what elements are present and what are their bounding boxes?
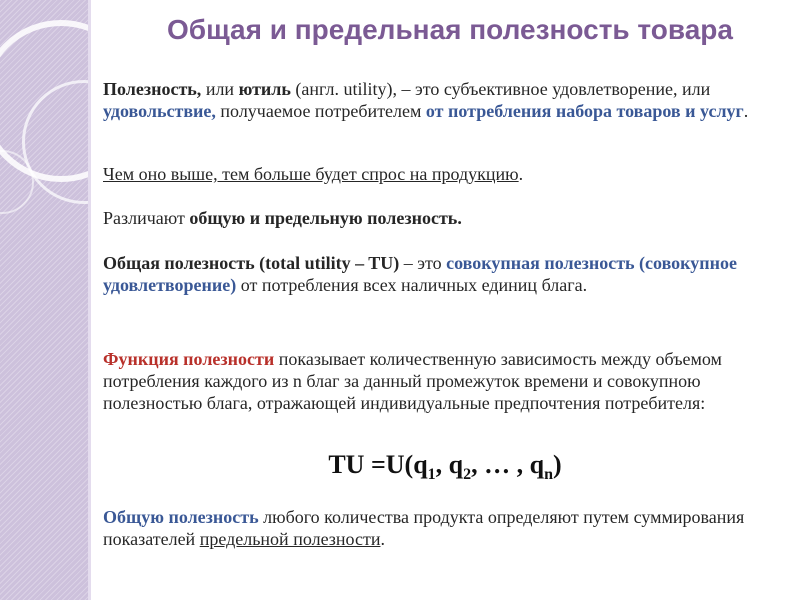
utility-formula: [100, 450, 790, 484]
term-total-marginal: общую и предельную полезность.: [189, 208, 462, 228]
text-span: от потребления всех наличных единиц блага.: [236, 275, 588, 295]
strip-divider: [88, 0, 91, 600]
formula-subscript: 2: [463, 466, 472, 484]
term-total-utility-acc: Общую полезность: [103, 507, 259, 527]
text-span: (англ. utility), – это субъективное удовлетворение, или: [290, 79, 711, 99]
slide-title: Общая и предельная полезность товара: [167, 14, 733, 45]
demand-paragraph: [103, 163, 793, 185]
term-total-utility: Общая полезность (total utility – TU): [103, 253, 400, 273]
demand-statement: Чем оно выше, тем больше будет спрос на продукцию: [103, 164, 519, 184]
term-aggregate-utility: совокупная полезность (совокупное удовлетворение): [103, 253, 738, 295]
utility-definition-paragraph: [103, 78, 793, 122]
formula-subscript: 1: [427, 466, 436, 484]
term-pleasure: удовольствие,: [103, 101, 216, 121]
formula-part: TU =U(q: [328, 450, 428, 479]
decorative-side-strip: [0, 0, 88, 600]
text-span: Различают: [103, 208, 190, 228]
text-span: любого количества продукта определяют путем суммирования показателей: [103, 507, 745, 549]
formula-subscript: n: [544, 466, 553, 484]
term-utility-function: Функция полезности: [103, 349, 275, 369]
text-span: или: [201, 79, 239, 99]
text-span: – это: [399, 253, 447, 273]
term-consumption: от потребления набора товаров и услуг: [425, 101, 744, 121]
utility-function-paragraph: [103, 348, 793, 414]
total-utility-paragraph: [103, 252, 793, 296]
text-span: .: [518, 164, 524, 184]
text-span: показывает количественную зависимость между объемом потребления каждого из n благ за данный промежуток времени и совокупною полезностью блага, отражающей индивидуальные предпочтения потребителя:: [103, 349, 722, 413]
formula-part: , … , q: [471, 450, 545, 479]
text-span: получаемое потребителем: [215, 101, 426, 121]
term-util: ютиль: [238, 79, 291, 99]
distinguish-paragraph: [103, 207, 793, 229]
text-span: .: [743, 101, 749, 121]
term-utility: Полезность,: [103, 79, 202, 99]
summation-paragraph: [103, 506, 793, 550]
term-marginal-utility: предельной полезности: [199, 529, 381, 549]
formula-part: ): [553, 450, 562, 479]
formula-part: , q: [435, 450, 464, 479]
text-span: .: [380, 529, 385, 549]
